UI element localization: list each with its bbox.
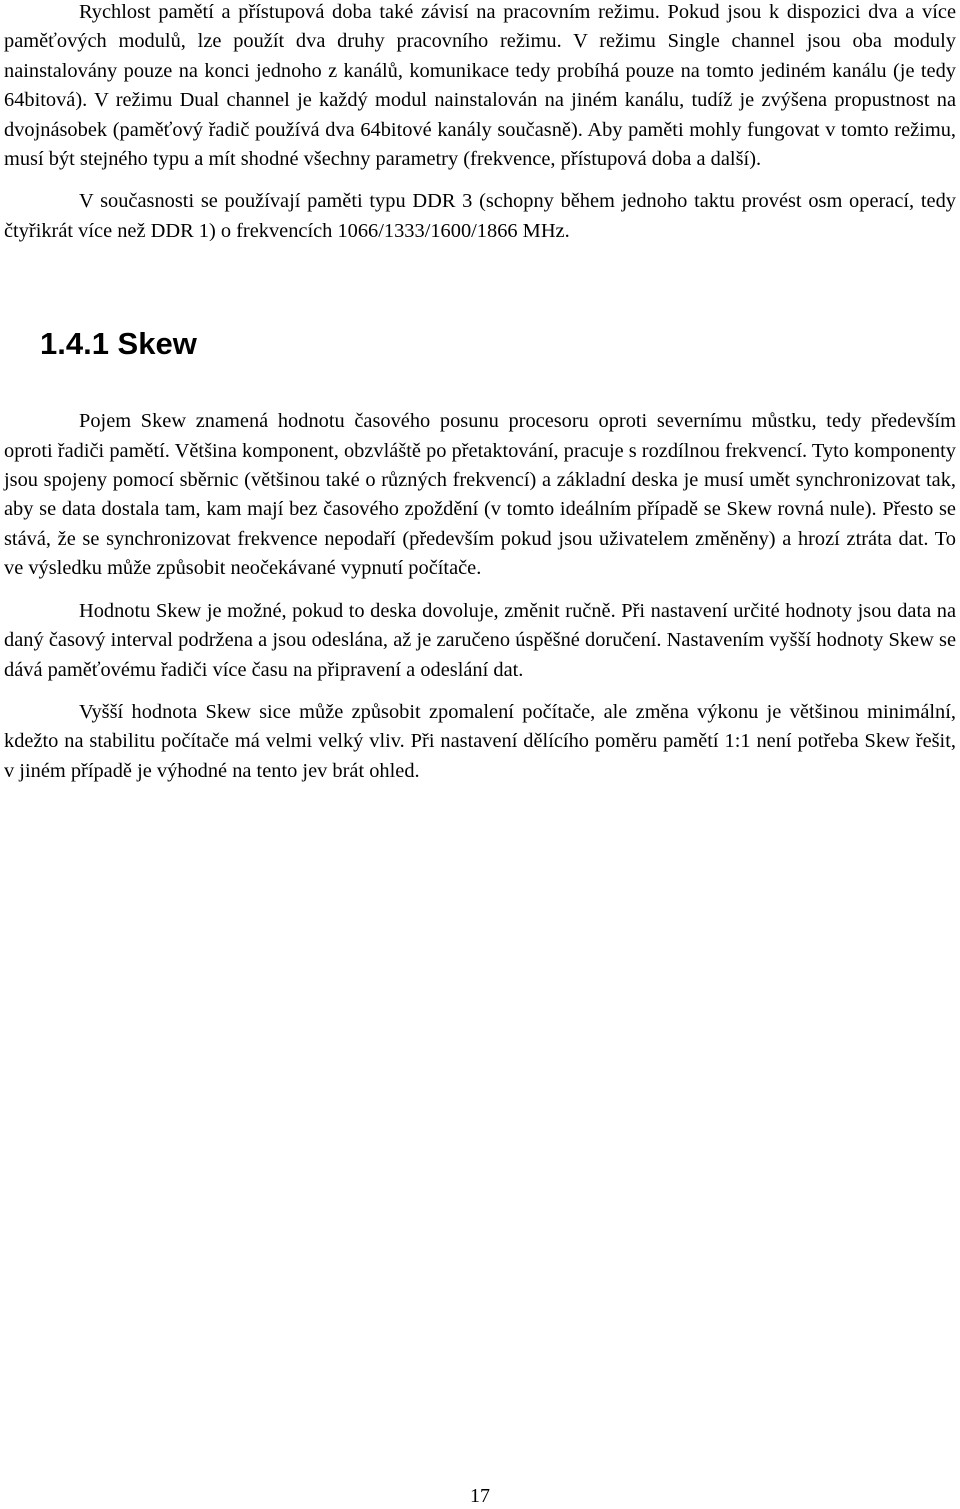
paragraph-ddr3: V současnosti se používají paměti typu DDR 3 (schopny během jednoho taktu provést osm operací, tedy čtyřikrát více než DDR 1) o frekvencích 1066/1333/1600/1866 MHz. — [4, 190, 956, 242]
section-heading-skew: 1.4.1 Skew — [40, 326, 197, 362]
document-page — [4, 0, 956, 786]
paragraph-skew-manual: Hodnotu Skew je možné, pokud to deska dovoluje, změnit ručně. Při nastavení určité hodnoty jsou data na daný časový interval podržena a jsou odeslána, až je zaručeno úspěšné doručení. Nastavením vyšší hodnoty Skew se dává paměťovému řadiči více času na připravení a odeslání dat. — [4, 599, 956, 681]
paragraph-skew-definition: Pojem Skew znamená hodnotu časového posunu procesoru oproti severnímu můstku, tedy především oproti řadiči pamětí. Většina komponent, obzvláště po přetaktování, pracuje s rozdílnou frekvencí. Tyto komponenty jsou spojeny pomocí sběrnic (většinou také o různých frekvencí) a základní deska je musí umět synchronizovat tak, aby se data dostala tam, kam mají bez časového zpoždění (v tomto ideálním případě se Skew rovná nule). Přesto se stává, že se synchronizovat frekvence nepodaří (především pokud jsou uživatelem změněny) a hrozí ztráta dat. To ve výsledku může způsobit neočekávané vypnutí počítače. — [4, 410, 956, 580]
page-number: 17 — [470, 1485, 490, 1507]
paragraph-skew-impact: Vyšší hodnota Skew sice může způsobit zpomalení počítače, ale změna výkonu je většinou minimální, kdežto na stabilitu počítače má velmi velký vliv. Při nastavení dělícího poměru pamětí 1:1 není potřeba Skew řešit, v jiném případě je výhodné na tento jev brát ohled. — [4, 700, 956, 782]
paragraph-memory-modes: Rychlost pamětí a přístupová doba také závisí na pracovním režimu. Pokud jsou k dispozici dva a více paměťových modulů, lze použít dva druhy pracovního režimu. V režimu Single channel jsou oba moduly nainstalovány pouze na konci jednoho z kanálů, komunikace tedy probíhá pouze na tomto jediném kanálu (je tedy 64bitová). V režimu Dual channel je každý modul nainstalován na jiném kanálu, tudíž je zvýšena propustnost na dvojnásobek (paměťový řadič používá dva 64bitové kanály současně). Aby paměti mohly fungovat v tomto režimu, musí být stejného typu a mít shodné všechny parametry (frekvence, přístupová doba a další). — [4, 1, 956, 171]
